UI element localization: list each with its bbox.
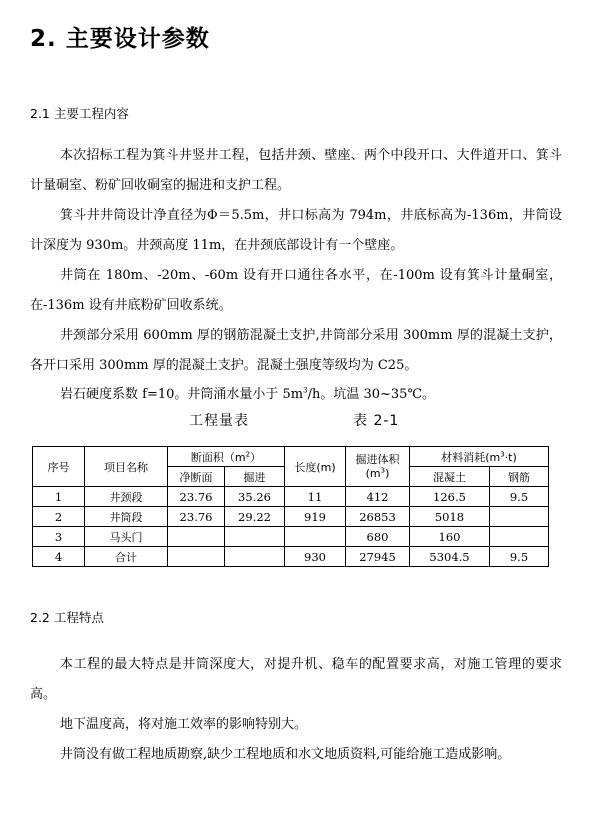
header-volume-post: ) xyxy=(385,466,390,480)
header-concrete: 混凝土 xyxy=(410,467,490,487)
table-caption-number: 表 2-1 xyxy=(353,413,400,429)
header-name: 项目名称 xyxy=(85,447,168,487)
cell-volume: 412 xyxy=(346,487,410,507)
cell-net: 23.76 xyxy=(168,487,225,507)
paragraph-support: 井颈部分采用 600mm 厚的钢筋混凝土支护,井筒部分采用 300mm 厚的混凝土支护，各开口采用 300mm 厚的混凝土支护。混凝土强度等级均为 C25。 xyxy=(30,328,562,373)
cell-volume: 26853 xyxy=(346,507,410,527)
cell-name: 合计 xyxy=(85,547,168,567)
table-row xyxy=(33,487,549,507)
header-excavation: 掘进 xyxy=(225,467,285,487)
table-row xyxy=(33,547,549,567)
cell-excavation xyxy=(225,527,285,547)
paragraph-features: 本工程的最大特点是井筒深度大，对提升机、稳车的配置要求高，对施工管理的要求高。 xyxy=(30,657,562,702)
header-material-sup: 3 xyxy=(500,449,505,458)
cell-rebar xyxy=(490,527,549,547)
section-2-1-title: 2.1 主要工程内容 xyxy=(30,106,129,121)
quantities-table xyxy=(32,446,549,567)
main-heading: 2. 主要设计参数 xyxy=(30,26,210,52)
rock-text-pre: 岩石硬度系数 f=10。井筒涌水量小于 5m xyxy=(60,387,304,402)
paragraph-geology: 井筒没有做工程地质勘察,缺少工程地质和水文地质资料,可能给施工造成影响。 xyxy=(60,747,511,762)
paragraph-openings: 井筒在 180m、-20m、-60m 设有开口通往各水平，在-100m 设有箕斗计量硐室，在-136m 设有井底粉矿回收系统。 xyxy=(30,268,562,313)
cell-name: 井筒段 xyxy=(85,507,168,527)
table-row xyxy=(33,527,549,547)
header-section-area-pre: 断面积（m xyxy=(190,450,246,464)
cell-rebar xyxy=(490,507,549,527)
header-section-area-sup: 2 xyxy=(245,449,251,458)
header-volume-pre: (m xyxy=(365,466,381,480)
cell-rebar: 9.5 xyxy=(490,547,549,567)
header-rebar: 钢筋 xyxy=(490,467,549,487)
cell-net xyxy=(168,547,225,567)
table-caption-title: 工程量表 xyxy=(189,413,249,429)
paragraph-shaft-dimensions: 箕斗井井筒设计净直径为Φ＝5.5m，井口标高为 794m，井底标高为-136m，井筒设计深度为 930m。井颈高度 11m，在井颈底部设计有一个壁座。 xyxy=(30,208,562,253)
cell-volume: 27945 xyxy=(346,547,410,567)
cell-volume: 680 xyxy=(346,527,410,547)
header-section-area xyxy=(168,447,285,467)
cell-length xyxy=(285,527,346,547)
cell-excavation xyxy=(225,547,285,567)
header-material-post: ·t) xyxy=(504,450,517,464)
rock-text-sup: 3 xyxy=(303,386,308,395)
header-volume-sup: 3 xyxy=(380,465,386,474)
cell-net xyxy=(168,527,225,547)
cell-length: 919 xyxy=(285,507,346,527)
cell-seq: 4 xyxy=(33,547,85,567)
cell-concrete: 5304.5 xyxy=(410,547,490,567)
section-2-2-title: 2.2 工程特点 xyxy=(30,610,104,625)
paragraph-rock-conditions xyxy=(30,380,562,410)
cell-length: 930 xyxy=(285,547,346,567)
header-length: 长度(m) xyxy=(285,447,346,487)
cell-net: 23.76 xyxy=(168,507,225,527)
cell-name: 马头门 xyxy=(85,527,168,547)
header-material-pre: 材料消耗(m xyxy=(441,450,501,464)
cell-seq: 1 xyxy=(33,487,85,507)
cell-seq: 3 xyxy=(33,527,85,547)
cell-length: 11 xyxy=(285,487,346,507)
cell-concrete: 5018 xyxy=(410,507,490,527)
cell-concrete: 126.5 xyxy=(410,487,490,507)
cell-rebar: 9.5 xyxy=(490,487,549,507)
cell-excavation: 35.26 xyxy=(225,487,285,507)
header-material xyxy=(410,447,549,467)
table-header-row xyxy=(33,447,549,467)
header-section-area-post: ） xyxy=(250,450,262,464)
cell-excavation: 29.22 xyxy=(225,507,285,527)
rock-text-post: /h。坑温 30~35℃。 xyxy=(307,387,435,402)
header-volume xyxy=(346,447,410,487)
header-net-section: 净断面 xyxy=(168,467,225,487)
header-seq: 序号 xyxy=(33,447,85,487)
cell-name: 井颈段 xyxy=(85,487,168,507)
paragraph-scope: 本次招标工程为箕斗井竖井工程，包括井颈、壁座、两个中段开口、大件道开口、箕斗计量硐室、粉矿回收硐室的掘进和支护工程。 xyxy=(30,148,562,193)
header-volume-line1: 掘进体积 xyxy=(355,452,400,466)
cell-seq: 2 xyxy=(33,507,85,527)
paragraph-temperature: 地下温度高，将对施工效率的影响特别大。 xyxy=(60,717,308,732)
cell-concrete: 160 xyxy=(410,527,490,547)
table-row xyxy=(33,507,549,527)
